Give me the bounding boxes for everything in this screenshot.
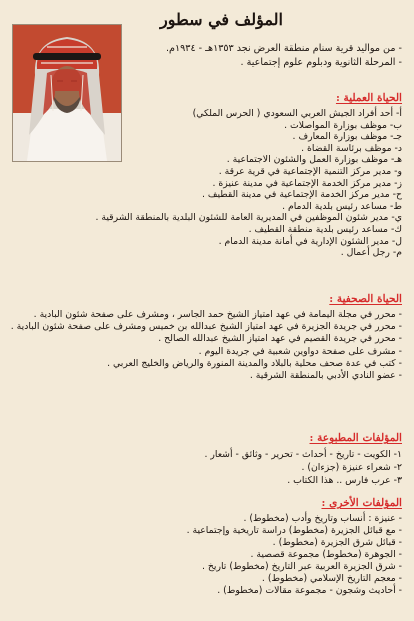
list-item: - عنيزة : أنساب وتاريخ وأدب (مخطوط) . <box>243 513 402 524</box>
list-item: - شرق الجزيرة العربية عبر التاريخ (مخطوط) تاريخ . <box>201 561 402 572</box>
press-life-section <box>8 293 402 382</box>
list-item: - معجم التاريخ الإسلامي (مخطوط) . <box>261 573 402 584</box>
work-list <box>8 108 402 259</box>
list-item: ب- موظف بوزارة المواصلات . <box>284 119 402 131</box>
list-item: ك- مساعد رئيس بلدية منطقة القطيف . <box>248 223 402 235</box>
list-item: م- رجل أعمال . <box>340 247 402 259</box>
list-item: ح- مدير مركز الخدمة الإجتماعية في مدينة القطيف . <box>201 189 402 201</box>
list-item: - محرر في جريدة الجزيرة في عهد امتياز الشيخ عبدالله بن خميس ومشرف على صفحة شئون البادية . <box>10 321 402 333</box>
other-works-section <box>8 497 402 597</box>
printed-list <box>8 448 402 487</box>
intro-line: - من مواليد قرية سنام منطقة العرض نجد ١٣٥٣هـ - ١٩٣٤م. <box>166 43 402 54</box>
list-item: ز- مدير مركز الخدمة الإجتماعية في مدينة عنيزة . <box>212 177 402 189</box>
list-item: ٢- شعراء عنيزة (جزءان) . <box>301 462 402 473</box>
other-list <box>8 513 402 597</box>
list-item: و- مدير مركز التنمية الإجتماعية في قرية عرقة . <box>218 165 402 177</box>
list-item: د- موظف برئاسة القضاة . <box>301 142 402 154</box>
list-item: ل- مدير الشئون الإدارية في أمانة مدينة الدمام . <box>218 235 402 247</box>
list-item: - الجوهرة (مخطوط) مجموعة قصصية . <box>250 549 402 560</box>
list-item: ١- الكويت - تاريخ - أحداث - تحرير - وثائق - أشعار . <box>204 449 402 460</box>
list-item: - أحاديث وشجون - مجموعة مقالات (مخطوط) . <box>217 585 402 596</box>
intro-lines <box>138 42 402 70</box>
list-item: ط- مساعد رئيس بلدية الدمام . <box>282 200 402 212</box>
list-item: أ- أحد أفراد الجيش العربي السعودي ( الحرس الملكي) <box>192 108 402 119</box>
list-item: - كتب في عدة صحف محلية بالبلاد والمدينة المنورة والرياض والخليج العربي . <box>107 357 402 369</box>
press-list <box>8 309 402 381</box>
intro-line: - المرحلة الثانوية ودبلوم علوم إجتماعية . <box>240 57 402 68</box>
list-item: هـ- موظف بوزارة العمل والشئون الاجتماعية . <box>226 154 402 166</box>
list-item: جـ- موظف بوزارة المعارف . <box>292 131 402 143</box>
list-item: ٣- عرب فارس .. هذا الكتاب . <box>287 475 402 486</box>
list-item: - محرر في مجلة اليمامة في عهد امتياز الشيخ حمد الجاسر ، ومشرف على صفحة شئون البادية . <box>33 309 402 320</box>
section-heading: المؤلفات المطبوعة : <box>309 432 402 444</box>
list-item: - عضو النادي الأدبي بالمنطقة الشرقية . <box>249 370 402 382</box>
list-item: - محرر في جريدة القصيم في عهد امتياز الشيخ عبدالله الصالح . <box>158 333 402 345</box>
section-heading: المؤلفات الأخرى : <box>321 497 402 509</box>
list-item: - مع قبائل الجزيرة (مخطوط) دراسة تاريخية وإجتماعية . <box>186 525 402 536</box>
section-heading: الحياة الصحفية : <box>329 293 402 305</box>
list-item: - قبائل شرق الجزيرة (مخطوط) . <box>272 537 402 548</box>
list-item: ي- مدير شئون الموظفين في المديرية العامة للشئون البلدية بالمنطقة الشرقية . <box>95 212 402 224</box>
work-life-section <box>8 92 402 259</box>
section-heading: الحياة العملية : <box>335 92 402 104</box>
list-item: - مشرف على صفحة دواوين شعبية في جريدة اليوم . <box>198 345 402 357</box>
page-title: المؤلف في سطور <box>160 10 283 29</box>
printed-works-section <box>8 432 402 487</box>
